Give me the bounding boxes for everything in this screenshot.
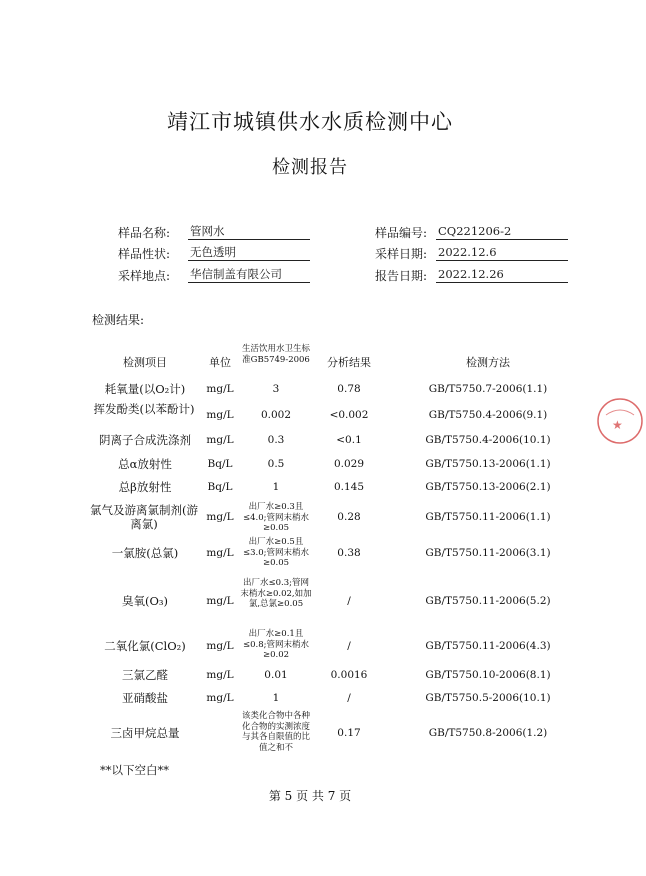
header-standard: 生活饮用水卫生标准GB5749-2006: [241, 344, 310, 365]
svg-text:★: ★: [612, 418, 623, 432]
row-item: 挥发酚类(以苯酚计): [93, 402, 195, 416]
report-title: 检测报告: [272, 157, 348, 178]
blank-below-note: **以下空白**: [100, 763, 169, 777]
row-unit: Bq/L: [207, 458, 233, 470]
row-standard: 3: [272, 383, 280, 395]
row-method: GB/T5750.13-2006(2.1): [425, 481, 551, 493]
table-row: [0, 433, 620, 449]
page-number: 第 5 页 共 7 页: [268, 789, 352, 803]
sample-name-label: 样品名称:: [118, 226, 171, 240]
sampling-date-label: 采样日期:: [375, 247, 428, 261]
row-standard: 出厂水≤0.3;管网末梢水≥0.02,如加氯,总氯≥0.05: [240, 578, 312, 609]
row-result: 0.17: [337, 727, 361, 739]
row-result: 0.78: [337, 383, 361, 395]
table-row: [0, 480, 620, 496]
row-item: 耗氧量(以O₂计): [104, 382, 186, 396]
row-item: 一氯胺(总氯): [111, 546, 179, 560]
row-item: 亚硝酸盐: [122, 691, 168, 705]
table-row: [0, 668, 620, 684]
organization-title: 靖江市城镇供水水质检测中心: [167, 110, 453, 134]
row-result: 0.28: [337, 511, 361, 523]
table-row: [0, 576, 620, 624]
seal-stamp-icon: [594, 395, 646, 447]
report-date-label: 报告日期:: [375, 269, 428, 283]
header-item: 检测项目: [123, 356, 167, 369]
row-result: /: [347, 640, 351, 652]
row-standard: 出厂水≥0.5且≤3.0;管网末梢水≥0.05: [242, 537, 309, 568]
row-result: 0.0016: [330, 669, 368, 681]
row-method: GB/T5750.11-2006(1.1): [425, 511, 551, 523]
row-method: GB/T5750.10-2006(8.1): [425, 669, 551, 681]
row-item: 阴离子合成洗涤剂: [99, 433, 191, 447]
sample-number-value: CQ221206-2: [436, 223, 568, 240]
row-method: GB/T5750.11-2006(5.2): [425, 595, 551, 607]
row-method: GB/T5750.13-2006(1.1): [425, 458, 551, 470]
row-item: 臭氧(O₃): [121, 594, 168, 608]
row-unit: mg/L: [206, 434, 234, 446]
sample-number-label: 样品编号:: [375, 226, 428, 240]
row-method: GB/T5750.8-2006(1.2): [428, 727, 548, 739]
row-result: /: [347, 595, 351, 607]
row-standard: 1: [272, 692, 280, 704]
sampling-date-value: 2022.12.6: [436, 244, 568, 261]
row-standard: 0.01: [264, 669, 288, 681]
sampling-location-value: 华信制盖有限公司: [188, 266, 310, 283]
sample-property-label: 样品性状:: [118, 247, 171, 261]
table-row: [0, 457, 620, 473]
row-item: 三卤甲烷总量: [110, 726, 180, 740]
table-row: [0, 710, 620, 756]
row-unit: mg/L: [206, 547, 234, 559]
row-result: <0.1: [336, 434, 362, 446]
row-method: GB/T5750.5-2006(10.1): [425, 692, 551, 704]
results-section-label: 检测结果:: [92, 313, 145, 327]
row-result: /: [347, 692, 351, 704]
row-standard: 该类化合物中各种化合物的实测浓度与其各自限值的比值之和不: [241, 711, 310, 753]
row-item: 氯气及游离氯制剂(游离氯): [90, 503, 198, 531]
table-row: [0, 691, 620, 707]
row-result: 0.145: [333, 481, 365, 493]
row-standard: 1: [272, 481, 280, 493]
row-item: 二氧化氯(ClO₂): [104, 639, 186, 653]
sample-property-value: 无色透明: [188, 244, 310, 261]
row-result: <0.002: [329, 409, 369, 421]
row-result: 0.38: [337, 547, 361, 559]
table-row: [0, 502, 620, 534]
row-method: GB/T5750.7-2006(1.1): [428, 383, 548, 395]
row-unit: mg/L: [206, 383, 234, 395]
row-standard: 出厂水≥0.3且≤4.0;管网末梢水≥0.05: [242, 502, 309, 533]
row-method: GB/T5750.11-2006(4.3): [425, 640, 551, 652]
row-unit: mg/L: [206, 692, 234, 704]
row-result: 0.029: [333, 458, 365, 470]
row-method: GB/T5750.4-2006(10.1): [425, 434, 551, 446]
header-result: 分析结果: [327, 356, 371, 369]
table-row: [0, 536, 620, 570]
row-item: 总β放射性: [118, 480, 172, 494]
sample-name-value: 管网水: [188, 223, 310, 240]
report-date-value: 2022.12.26: [436, 266, 568, 283]
row-unit: mg/L: [206, 669, 234, 681]
row-unit: mg/L: [206, 409, 234, 421]
table-row: [0, 402, 620, 430]
row-unit: mg/L: [206, 511, 234, 523]
row-standard: 0.3: [267, 434, 285, 446]
row-unit: mg/L: [206, 640, 234, 652]
row-unit: mg/L: [206, 595, 234, 607]
header-method: 检测方法: [466, 356, 510, 369]
sampling-location-label: 采样地点:: [118, 269, 171, 283]
row-standard: 出厂水≥0.1且≤0.8;管网末梢水≥0.02: [242, 629, 309, 660]
header-unit: 单位: [209, 356, 231, 369]
row-item: 三氯乙醛: [122, 668, 168, 682]
table-row: [0, 382, 620, 398]
row-method: GB/T5750.4-2006(9.1): [428, 409, 548, 421]
row-item: 总α放射性: [118, 457, 172, 471]
row-method: GB/T5750.11-2006(3.1): [425, 547, 551, 559]
table-row: [0, 628, 620, 664]
row-unit: Bq/L: [207, 481, 233, 493]
row-standard: 0.002: [260, 409, 292, 421]
row-standard: 0.5: [267, 458, 285, 470]
